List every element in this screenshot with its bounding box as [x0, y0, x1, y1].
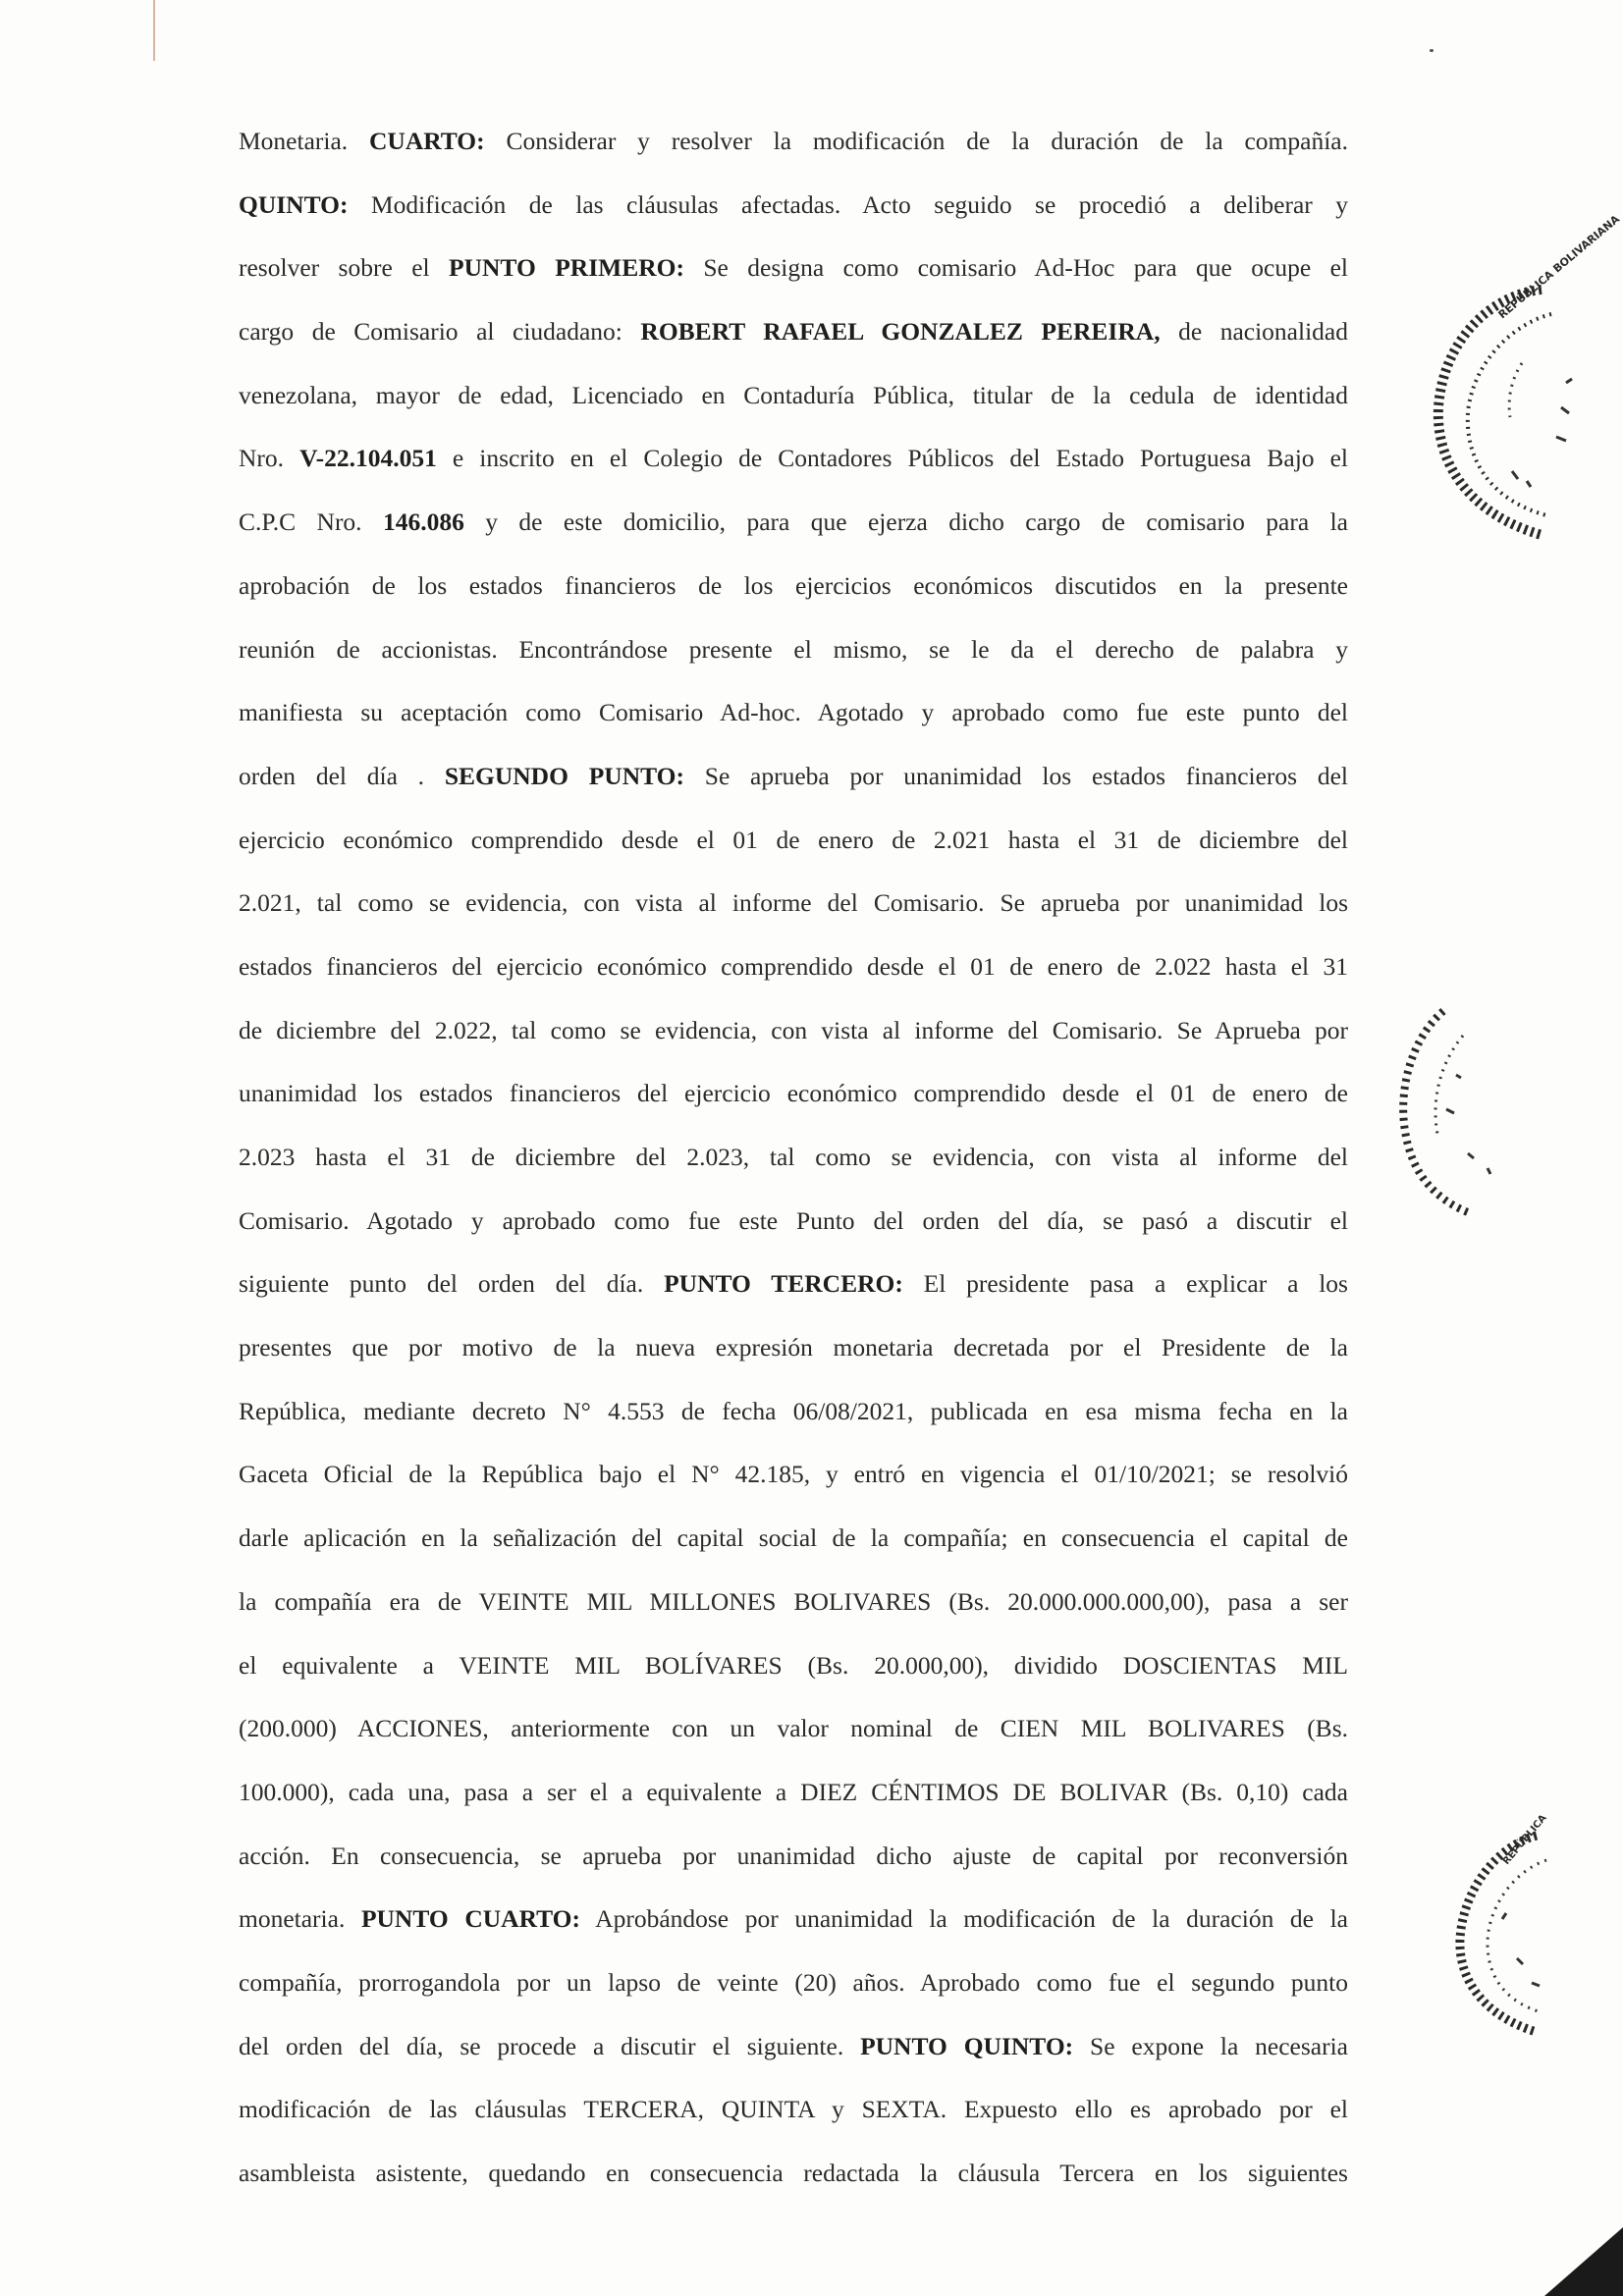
text-line — [239, 2142, 1348, 2206]
text-span: Se expone la necesaria — [1073, 2031, 1348, 2060]
bold-heading-span: ROBERT RAFAEL GONZALEZ PEREIRA, — [640, 317, 1161, 347]
text-span: 2.023 hasta el 31 de diciembre del 2.023, tal como se evidencia, con vista al informe del — [239, 1143, 1348, 1171]
text-span: compañía, prorrogandola por un lapso de veinte (20) años. Aprobado como fue el segundo punto — [239, 1967, 1348, 1997]
text-line — [239, 1697, 1348, 1761]
page-corner-shadow — [1535, 2227, 1623, 2296]
text-span: monetaria. — [239, 1904, 361, 1934]
text-line — [239, 872, 1348, 935]
text-span: reunión de accionistas. Encontrándose presente el mismo, se le da el derecho de palabra y — [239, 634, 1348, 664]
text-span: resolver sobre el — [239, 253, 450, 283]
ink-dot — [1430, 49, 1434, 52]
text-span: El presidente pasa a explicar a los — [902, 1269, 1348, 1299]
text-span: (200.000) ACCIONES, anteriormente con un valor nominal de CIEN MIL BOLIVARES (Bs. — [239, 1714, 1348, 1743]
bold-heading-span: SEGUNDO PUNTO: — [444, 761, 684, 790]
text-span: de nacionalidad — [1160, 317, 1348, 347]
text-span: Modificación de las cláusulas afectadas. Acto seguido se procedió a deliberar y — [348, 189, 1348, 219]
bold-heading-span: CUARTO: — [368, 127, 485, 155]
text-span: la compañía era de VEINTE MIL MILLONES BOLIVARES (Bs. 20.000.000.000,00), pasa a ser — [239, 1586, 1348, 1616]
text-line — [239, 2078, 1348, 2142]
text-span: del orden del día, se procede a discutir el siguiente. — [239, 2031, 861, 2060]
document-body — [239, 110, 1348, 2206]
text-line — [239, 809, 1348, 873]
text-span: 2.021, tal como se evidencia, con vista al informe del Comisario. Se aprueba por unanimidad los — [239, 888, 1348, 918]
text-span: asambleista asistente, quedando en consecuencia redactada la cláusula Tercera en los siguientes — [239, 2159, 1348, 2187]
text-line — [239, 1825, 1348, 1889]
text-span: 100.000), cada una, pasa a ser el a equivalente a DIEZ CÉNTIMOS DE BOLIVAR (Bs. 0,10) cada — [239, 1777, 1348, 1806]
text-line — [239, 935, 1348, 999]
text-line — [239, 1888, 1348, 1951]
text-line — [239, 237, 1348, 300]
text-line — [239, 174, 1348, 238]
text-span: unanimidad los estados financieros del ejercicio económico comprendido desde el 01 de enero de — [239, 1079, 1348, 1108]
text-line — [239, 1316, 1348, 1380]
text-span: República, mediante decreto N° 4.553 de fecha 06/08/2021, publicada en esa misma fecha en la — [239, 1396, 1348, 1425]
text-line — [239, 1951, 1348, 2015]
text-line — [239, 1253, 1348, 1316]
text-span: de diciembre del 2.022, tal como se evidencia, con vista al informe del Comisario. Se Aprueba por — [239, 1015, 1348, 1044]
margin-line — [153, 0, 155, 61]
text-span: darle aplicación en la señalización del capital social de la compañía; en consecuencia el capital de — [239, 1523, 1348, 1553]
text-line — [239, 1126, 1348, 1190]
text-line — [239, 999, 1348, 1063]
text-span: aprobación de los estados financieros de los ejercicios económicos discutidos en la presente — [239, 570, 1348, 600]
text-span: Se aprueba por unanimidad los estados financieros del — [684, 761, 1349, 790]
text-span: ejercicio económico comprendido desde el 01 de enero de 2.021 hasta el 31 de diciembre del — [239, 825, 1348, 854]
bold-heading-span: PUNTO QUINTO: — [860, 2031, 1074, 2060]
text-span: modificación de las cláusulas TERCERA, QUINTA y SEXTA. Expuesto ello es aprobado por el — [239, 2095, 1348, 2124]
bold-heading-span: PUNTO TERCERO: — [664, 1269, 903, 1299]
text-span: orden del día . — [239, 761, 445, 790]
notary-stamp-middle — [1370, 991, 1623, 1237]
text-line — [239, 1507, 1348, 1571]
text-span: estados financieros del ejercicio económico comprendido desde el 01 de enero de 2.022 hasta el 31 — [239, 951, 1348, 981]
text-line — [239, 300, 1348, 364]
text-line — [239, 364, 1348, 428]
text-line — [239, 491, 1348, 555]
bold-heading-span: QUINTO: — [239, 189, 349, 219]
text-line — [239, 618, 1348, 682]
text-line — [239, 555, 1348, 618]
notary-stamp-bottom — [1389, 1812, 1623, 2056]
text-span: Considerar y resolver la modificación de la duración de la compañía. — [484, 127, 1348, 155]
text-span: Nro. — [239, 444, 300, 473]
text-line — [239, 1190, 1348, 1254]
text-span: presentes que por motivo de la nueva expresión monetaria decretada por el Presidente de la — [239, 1333, 1348, 1362]
text-line — [239, 427, 1348, 491]
text-line — [239, 1761, 1348, 1825]
stamp-bottom-text: REPÚBLICA — [1500, 1812, 1549, 1867]
text-line — [239, 1571, 1348, 1634]
text-span: Se designa como comisario Ad-Hoc para que ocupe el — [683, 253, 1348, 283]
text-span: Aprobándose por unanimidad la modificación de la duración de la — [579, 1904, 1348, 1934]
text-line — [239, 110, 1348, 174]
text-line — [239, 1062, 1348, 1126]
text-span: Monetaria. — [239, 127, 369, 155]
text-span: el equivalente a VEINTE MIL BOLÍVARES (Bs. 20.000,00), dividido DOSCIENTAS MIL — [239, 1650, 1348, 1680]
text-line — [239, 1380, 1348, 1444]
notary-stamp-top — [1345, 212, 1623, 564]
text-span: siguiente punto del orden del día. — [239, 1269, 665, 1299]
text-line — [239, 681, 1348, 745]
text-span: Gaceta Oficial de la República bajo el N° 42.185, y entró en vigencia el 01/10/2021; se resolvió — [239, 1460, 1348, 1489]
bold-heading-span: 146.086 — [382, 507, 464, 537]
text-span: cargo de Comisario al ciudadano: — [239, 317, 641, 347]
text-span: venezolana, mayor de edad, Licenciado en Contaduría Pública, titular de la cedula de identidad — [239, 380, 1348, 409]
text-span: e inscrito en el Colegio de Contadores Públicos del Estado Portuguesa Bajo el — [436, 444, 1348, 473]
text-span: manifiesta su aceptación como Comisario Ad-hoc. Agotado y aprobado como fue este punto del — [239, 698, 1348, 727]
text-span: C.P.C Nro. — [239, 507, 383, 537]
bold-heading-span: PUNTO PRIMERO: — [449, 253, 684, 283]
text-line — [239, 1634, 1348, 1698]
text-line — [239, 2015, 1348, 2079]
text-line — [239, 1443, 1348, 1507]
text-span: Comisario. Agotado y aprobado como fue este Punto del orden del día, se pasó a discutir el — [239, 1205, 1348, 1235]
text-span: y de este domicilio, para que ejerza dicho cargo de comisario para la — [463, 507, 1348, 537]
text-line — [239, 745, 1348, 809]
bold-heading-span: PUNTO CUARTO: — [360, 1904, 580, 1934]
text-span: acción. En consecuencia, se aprueba por unanimidad dicho ajuste de capital por reconversión — [239, 1841, 1348, 1870]
stamp-top-text: REPÚBLICA BOLIVARIANA — [1495, 212, 1623, 322]
bold-heading-span: V-22.104.051 — [299, 444, 437, 473]
